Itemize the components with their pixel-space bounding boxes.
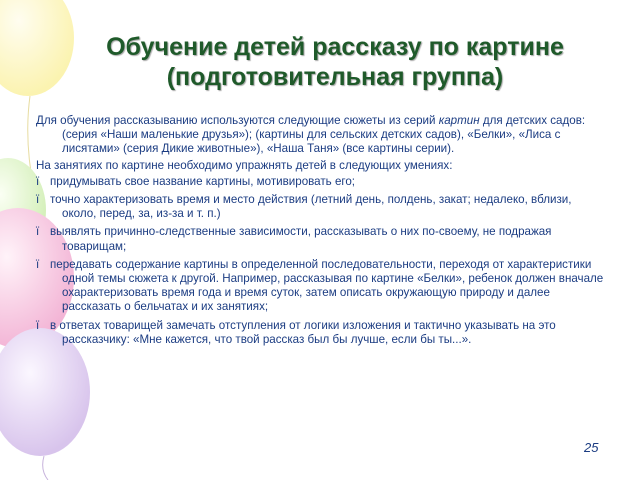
slide-title [40,32,630,92]
list-item-text: точно характеризовать время и место действия (летний день, полдень, закат; недалеко, вблизи, около, перед, за, из-за и т. п.) [50,193,572,221]
bullet-mark: ї [36,318,40,332]
slide-body [36,114,606,351]
intro-text-1: Для обучения рассказыванию используются следующие сюжеты из серий [36,114,439,127]
page-number: 25 [584,440,599,455]
list-item-text: придумывать свое название картины, мотивировать его; [50,174,356,188]
bullet-mark: ї [36,193,40,207]
bullet-mark: ї [36,257,40,271]
list-item [36,175,606,189]
lead-paragraph: На занятиях по картине необходимо упражнять детей в следующих умениях: [36,158,453,172]
list-item-text: выявлять причинно-следственные зависимости, рассказывать о них по-своему, не подражая товарищам; [50,225,552,253]
bullet-mark: ї [36,225,40,239]
list-item [36,225,606,253]
list-item-text: передавать содержание картины в определенной последовательности, переходя от характеристики одной темы сюжета к другой. Например, рассказывая по картине «Белки», ребенок должен вначале охарактеризовать время года и время суток, затем описать окружающую природу и далее рассказать о бельчатах и их занятиях; [50,257,604,314]
list-item [36,193,606,221]
list-item-text: в ответах товарищей замечать отступления от логики изложения и тактично указывать на это рассказчику: «Мне кажется, что твой рассказ был бы лучше, если бы ты...». [50,318,556,346]
list-item [36,319,606,347]
title-line-2: (подготовительная группа) [166,63,504,91]
intro-text-2: для детских садов: (серия «Наши маленькие друзья»); (картины для сельских детских садов), «Белки», «Лиса с лисятами» (серия Дикие животные»), «Наша Таня» (все картины серии). [62,114,586,156]
intro-paragraph [36,114,606,157]
intro-italic-word: картин [438,114,480,127]
bullet-mark: ї [36,174,40,188]
list-item [36,258,606,315]
title-line-1: Обучение детей рассказу по картине [106,33,564,61]
